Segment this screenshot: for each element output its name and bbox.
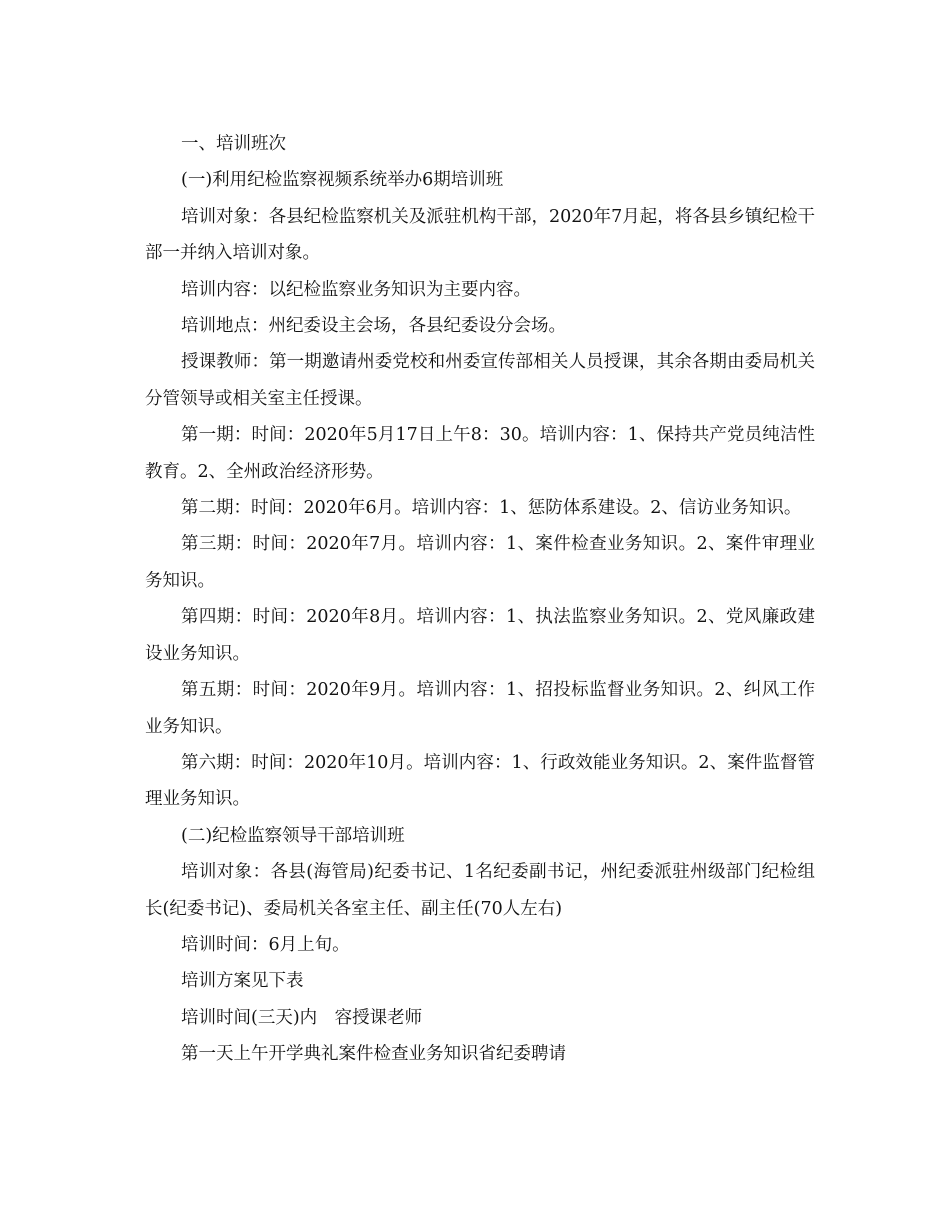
paragraph: 培训对象：各县纪检监察机关及派驻机构干部，2020年7月起，将各县乡镇纪检干部一并纳入培训对象。 [145, 206, 815, 264]
section-heading: 一、培训班次 [181, 134, 286, 154]
subsection-heading: (二)纪检监察领导干部培训班 [181, 825, 405, 846]
paragraph: 第五期：时间：2020年9月。培训内容：1、招投标监督业务知识。2、纠风工作业务知识。 [145, 680, 815, 737]
paragraph: 第三期：时间：2020年7月。培训内容：1、案件检查业务知识。2、案件审理业务知识。 [145, 534, 815, 591]
subsection-heading: (一)利用纪检监察视频系统举办6期培训班 [181, 170, 504, 191]
paragraph: 第一期：时间：2020年5月17日上午8：30。培训内容：1、保持共产党员纯洁性教育。2、全州政治经济形势。 [145, 425, 815, 482]
paragraph: 第二期：时间：2020年6月。培训内容：1、惩防体系建设。2、信访业务知识。 [181, 498, 802, 519]
paragraph: 第一天上午开学典礼案件检查业务知识省纪委聘请 [181, 1044, 566, 1065]
paragraph: 第六期：时间：2020年10月。培训内容：1、行政效能业务知识。2、案件监督管理业务知识。 [145, 752, 815, 810]
paragraph: 授课教师：第一期邀请州委党校和州委宣传部相关人员授课，其余各期由委局机关分管领导或相关室主任授课。 [145, 352, 815, 409]
paragraph: 第四期：时间：2020年8月。培训内容：1、执法监察业务知识。2、党风廉政建设业务知识。 [145, 607, 815, 664]
paragraph: 培训对象：各县(海管局)纪委书记、1名纪委副书记，州纪委派驻州级部门纪检组长(纪委书记)、委局机关各室主任、副主任(70人左右) [145, 862, 815, 919]
document-body [145, 126, 815, 1073]
paragraph: 培训时间：6月上旬。 [181, 934, 350, 955]
paragraph: 培训内容：以纪检监察业务知识为主要内容。 [181, 279, 531, 300]
paragraph: 培训地点：州纪委设主会场，各县纪委设分会场。 [181, 316, 566, 337]
paragraph: 培训方案见下表 [181, 971, 304, 992]
paragraph: 培训时间(三天)内 容授课老师 [181, 1007, 423, 1028]
